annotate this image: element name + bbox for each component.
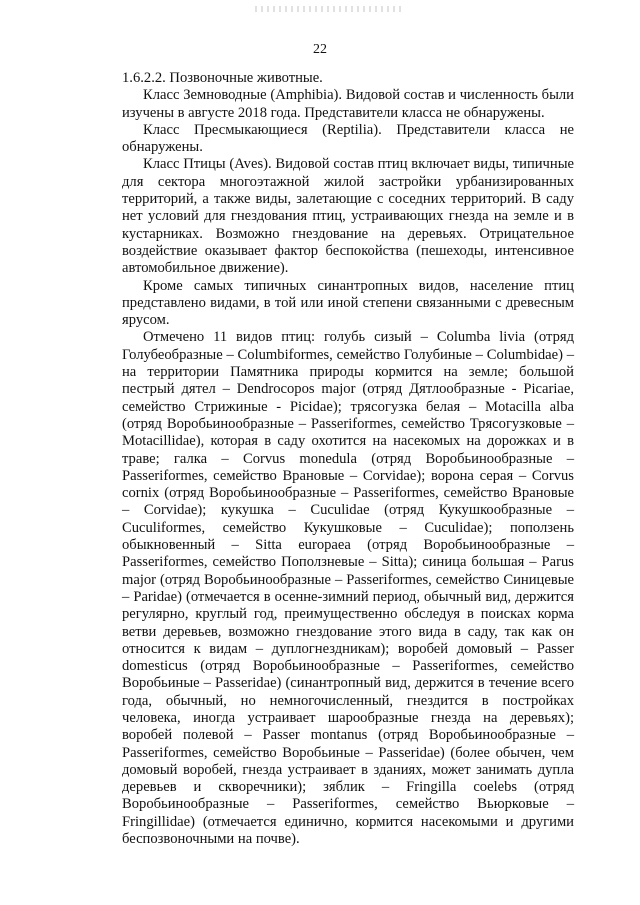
paragraph-species-list: Отмечено 11 видов птиц: голубь сизый – Columba livia (отряд Голубеобразные – Columbiformes, семейство Голубиные – Columbidae) – на территории Памятника природы кормится на земле; большой пестрый дятел – Dendrocopos major (отряд Дятлообразные - Picariae, семейство Стрижиные - Picidae); трясогузка белая – Motacilla alba (отряд Воробьинообразные – Passeriformes, семейство Трясогузковые – Motacillidae), которая в саду охотится на насекомых на дорожках и в траве; галка – Corvus monedula (отряд Воробьинообразные – Passeriformes, семейство Врановые – Corvidae); ворона серая – Corvus cornix (отряд Воробьинообразные – Passeriformes, семейство Врановые – Corvidae); кукушка – Cuculidae (отряд Кукушкообразные – Cuculiformes, семейство Кукушковые – Cuculidae); поползень обыкновенный – Sitta europaea (отряд Воробьинообразные – Passeriformes, семейство Поползневые – Sitta); синица большая – Parus major (отряд Воробьинообразные – Passeriformes, семейство Синицевые – Paridae) (отмечается в осенне-зимний период, обычный вид, держится регулярно, круглый год, преимущественно обследуя в поисках корма ветви деревьев, возможно гнездование этого вида в саду, так как он относится к видам – дуплогнездникам); воробей домовый – Passer domesticus (отряд Воробьинообразные – Passeriformes, семейство Воробьиные – Passeridae) (синантропный вид, держится в течение всего года, обычный, но немногочисленный, гнездится в постройках человека, иногда устраивает шарообразные гнезда на деревьях); воробей полевой – Passer montanus (отряд Воробьинообразные – Passeriformes, семейство Воробьиные – Passeridae) (более обычен, чем домовый воробей, гнезда устраивает в зданиях, может занимать дупла деревьев и скворечники); зяблик – Fringilla coelebs (отряд Воробьинообразные – Passeriformes, семейство Вьюрковые – Fringillidae) (отмечается единично, кормится насекомыми и другими беспозвоночными на почве). <box>122 329 574 848</box>
section-heading: 1.6.2.2. Позвоночные животные. <box>122 70 323 86</box>
paragraph-amphibia: Класс Земноводные (Amphibia). Видовой состав и численность были изучены в августе 2018 года. Представители класса не обнаружены. <box>122 87 574 121</box>
page-number: 22 <box>313 42 327 57</box>
scan-artifact <box>255 6 405 12</box>
paragraph-aves: Класс Птицы (Aves). Видовой состав птиц включает виды, типичные для сектора многоэтажной жилой застройки урбанизированных территорий, а также виды, залетающие с соседних территорий. В саду нет условий для гнездования птиц, устраивающих гнезда на земле и в кустарниках. Возможно гнездование на деревьях. Отрицательное воздействие оказывает фактор беспокойства (пешеходы, интенсивное автомобильное движение). <box>122 156 574 277</box>
paragraph-synanthropic: Кроме самых типичных синантропных видов, население птиц представлено видами, в той или иной степени связанными с древесным ярусом. <box>122 277 574 329</box>
paragraph-reptilia: Класс Пресмыкающиеся (Reptilia). Представители класса не обнаружены. <box>122 121 574 156</box>
document-body <box>122 70 574 848</box>
